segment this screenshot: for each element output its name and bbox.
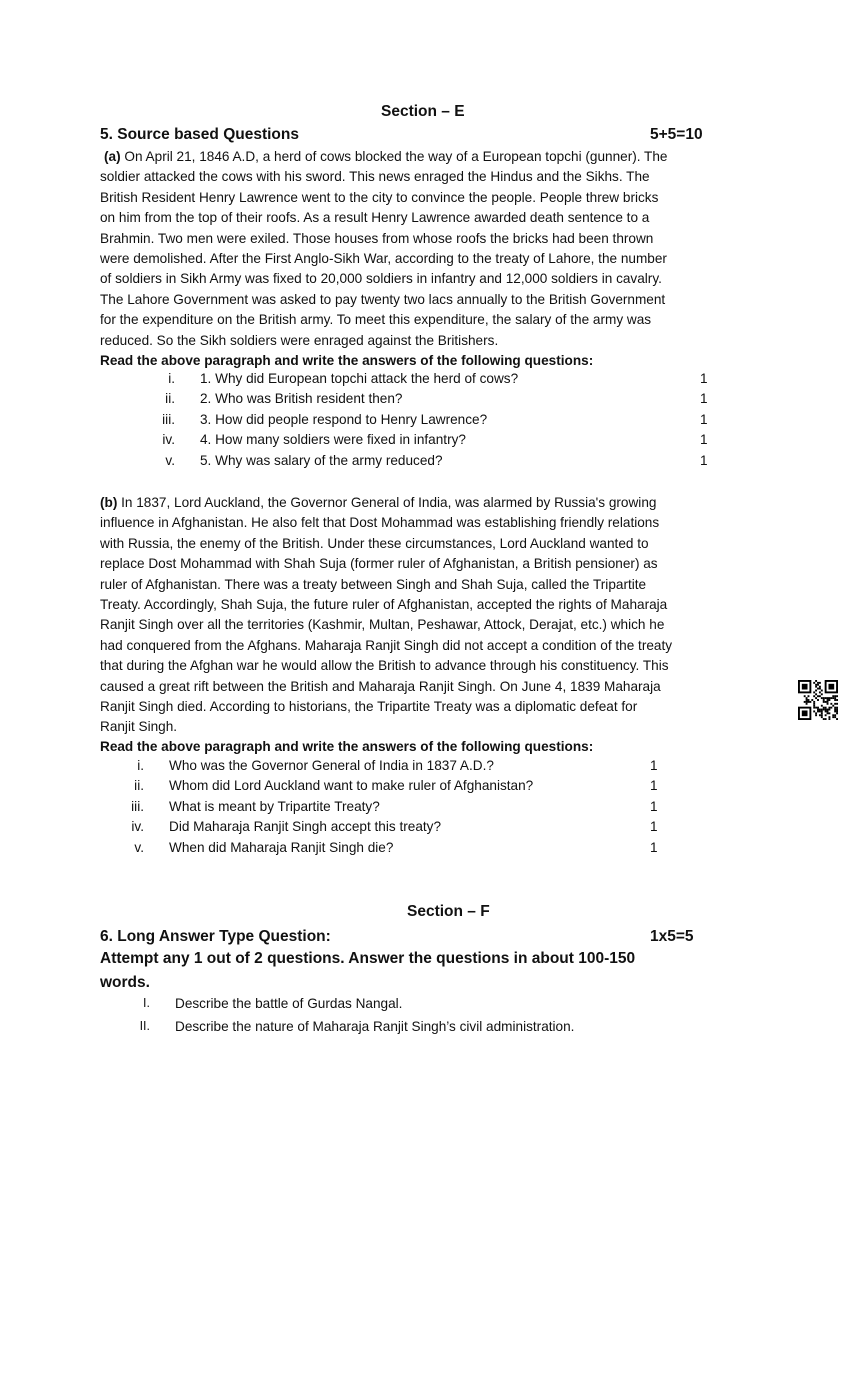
question-5-title: 5. Source based Questions bbox=[100, 126, 299, 143]
question-number: I. bbox=[143, 996, 150, 1010]
passage-line bbox=[100, 575, 646, 595]
passage-text: Brahmin. Two men were exiled. Those houses from whose roofs the bricks had been thrown bbox=[100, 230, 654, 246]
passage-line bbox=[100, 269, 662, 289]
passage-label: (b) bbox=[100, 495, 118, 510]
question-6-marks: 1x5=5 bbox=[650, 928, 694, 945]
passage-text: replace Dost Mohammad with Shah Suja (former ruler of Afghanistan, a British pensioner) as bbox=[100, 556, 658, 572]
passage-text: influence in Afghanistan. He also felt that Dost Mohammad was establishing friendly relations bbox=[100, 515, 660, 531]
passage-line bbox=[100, 636, 672, 656]
passage-text: The Lahore Government was asked to pay twenty two lacs annually to the British Government bbox=[100, 291, 666, 307]
section-f-title: Section – F bbox=[407, 903, 490, 920]
passage-line bbox=[100, 656, 669, 676]
instruction-a: Read the above paragraph and write the answers of the following questions: bbox=[100, 353, 594, 368]
question-text: 5. Why was salary of the army reduced? bbox=[200, 452, 443, 468]
question-marks: 1 bbox=[650, 839, 658, 855]
passage-text: for the expenditure on the British army. To meet this expenditure, the salary of the army was bbox=[100, 312, 652, 328]
question-number: ii. bbox=[165, 391, 175, 407]
question-marks: 1 bbox=[700, 371, 708, 386]
question-text: 4. How many soldiers were fixed in infantry? bbox=[200, 432, 466, 448]
passage-line bbox=[100, 188, 658, 208]
question-5-marks: 5+5=10 bbox=[650, 126, 703, 143]
question-number: iv. bbox=[162, 432, 175, 448]
passage-line bbox=[100, 167, 650, 187]
passage-text: had conquered from the Afghans. Maharaja Ranjit Singh did not accept a condition of the treaty bbox=[100, 637, 673, 653]
question-6-title: 6. Long Answer Type Question: bbox=[100, 928, 331, 945]
passage-line bbox=[100, 595, 667, 615]
question-text: 3. How did people respond to Henry Lawrence? bbox=[200, 411, 488, 427]
question-text: Describe the battle of Gurdas Nangal. bbox=[175, 996, 403, 1011]
question-number: iii. bbox=[131, 798, 144, 814]
passage-line bbox=[100, 717, 177, 737]
question-text: Did Maharaja Ranjit Singh accept this treaty? bbox=[169, 819, 442, 835]
question-text: When did Maharaja Ranjit Singh die? bbox=[169, 839, 394, 855]
passage-line bbox=[100, 249, 667, 269]
question-number: i. bbox=[168, 371, 175, 386]
passage-text: Treaty. Accordingly, Shah Suja, the future ruler of Afghanistan, accepted the rights of Maharaja bbox=[100, 597, 668, 612]
passage-text: with Russia, the enemy of the British. Under these circumstances, Lord Auckland wanted to bbox=[100, 535, 649, 551]
instruction-f-line2: words. bbox=[100, 974, 150, 991]
question-marks: 1 bbox=[700, 452, 708, 468]
question-marks: 1 bbox=[650, 798, 658, 814]
passage-text: reduced. So the Sikh soldiers were enraged against the Britishers. bbox=[100, 332, 499, 348]
question-text: Describe the nature of Maharaja Ranjit Singh’s civil administration. bbox=[175, 1019, 575, 1034]
passage-line bbox=[100, 310, 651, 330]
question-marks: 1 bbox=[700, 391, 708, 407]
passage-text: On April 21, 1846 A.D, a herd of cows blocked the way of a European topchi (gunner). The bbox=[120, 149, 668, 164]
question-number: iv. bbox=[131, 819, 144, 835]
instruction-b: Read the above paragraph and write the answers of the following questions: bbox=[100, 739, 594, 754]
question-marks: 1 bbox=[700, 411, 708, 427]
question-text: 1. Why did European topchi attack the herd of cows? bbox=[200, 371, 519, 386]
section-e-title: Section – E bbox=[381, 103, 465, 120]
passage-line bbox=[100, 290, 665, 310]
question-number: i. bbox=[137, 758, 144, 773]
question-text: 2. Who was British resident then? bbox=[200, 391, 403, 407]
passage-text: Ranjit Singh over all the territories (Kashmir, Multan, Peshawar, Attock, Derajat, etc.) which he bbox=[100, 617, 665, 633]
passage-text: soldier attacked the cows with his sword. This news enraged the Hindus and the Sikhs. The bbox=[100, 169, 650, 185]
passage-line bbox=[100, 208, 649, 228]
question-text: Whom did Lord Auckland want to make ruler of Afghanistan? bbox=[169, 778, 534, 794]
question-marks: 1 bbox=[700, 432, 708, 448]
question-text: Who was the Governor General of India in 1837 A.D.? bbox=[169, 758, 494, 773]
passage-text: Ranjit Singh. bbox=[100, 719, 178, 735]
passage-text: of soldiers in Sikh Army was fixed to 20,000 soldiers in infantry and 12,000 soldiers in cavalry. bbox=[100, 271, 662, 287]
passage-text: were demolished. After the First Anglo-Sikh War, according to the treaty of Lahore, the number bbox=[100, 251, 667, 266]
question-number: iii. bbox=[162, 411, 175, 427]
passage-text: caused a great rift between the British and Maharaja Ranjit Singh. On June 4, 1839 Maharaja bbox=[100, 678, 661, 694]
question-marks: 1 bbox=[650, 778, 658, 794]
passage-text: British Resident Henry Lawrence went to the city to convince the people. People threw bricks bbox=[100, 189, 659, 205]
passage-line bbox=[100, 554, 658, 574]
passage-line bbox=[100, 229, 653, 249]
instruction-f-line1: Attempt any 1 out of 2 questions. Answer the questions in about 100-150 bbox=[100, 950, 636, 967]
passage-text: on him from the top of their roofs. As a result Henry Lawrence awarded death sentence to a bbox=[100, 210, 650, 226]
passage-text: Ranjit Singh died. According to historians, the Tripartite Treaty was a diplomatic defeat for bbox=[100, 699, 638, 714]
question-number: v. bbox=[134, 839, 144, 855]
passage-line bbox=[100, 534, 649, 554]
question-text: What is meant by Tripartite Treaty? bbox=[169, 798, 380, 814]
qr-code-icon bbox=[798, 680, 838, 720]
passage-text: In 1837, Lord Auckland, the Governor General of India, was alarmed by Russia's growing bbox=[117, 495, 657, 510]
passage-text: ruler of Afghanistan. There was a treaty between Singh and Shah Suja, called the Tripartite bbox=[100, 576, 647, 592]
passage-line bbox=[100, 513, 659, 533]
passage-line bbox=[100, 493, 656, 513]
passage-line bbox=[104, 147, 667, 167]
passage-label: (a) bbox=[104, 149, 121, 164]
passage-line bbox=[100, 677, 661, 697]
question-number: v. bbox=[165, 452, 175, 468]
passage-line bbox=[100, 697, 637, 717]
question-number: II. bbox=[139, 1019, 150, 1033]
question-marks: 1 bbox=[650, 758, 658, 773]
question-number: ii. bbox=[134, 778, 144, 794]
question-marks: 1 bbox=[650, 819, 658, 835]
passage-line bbox=[100, 615, 664, 635]
passage-text: that during the Afghan war he would allow the British to advance through his constituency. This bbox=[100, 658, 669, 674]
passage-line bbox=[100, 331, 498, 351]
